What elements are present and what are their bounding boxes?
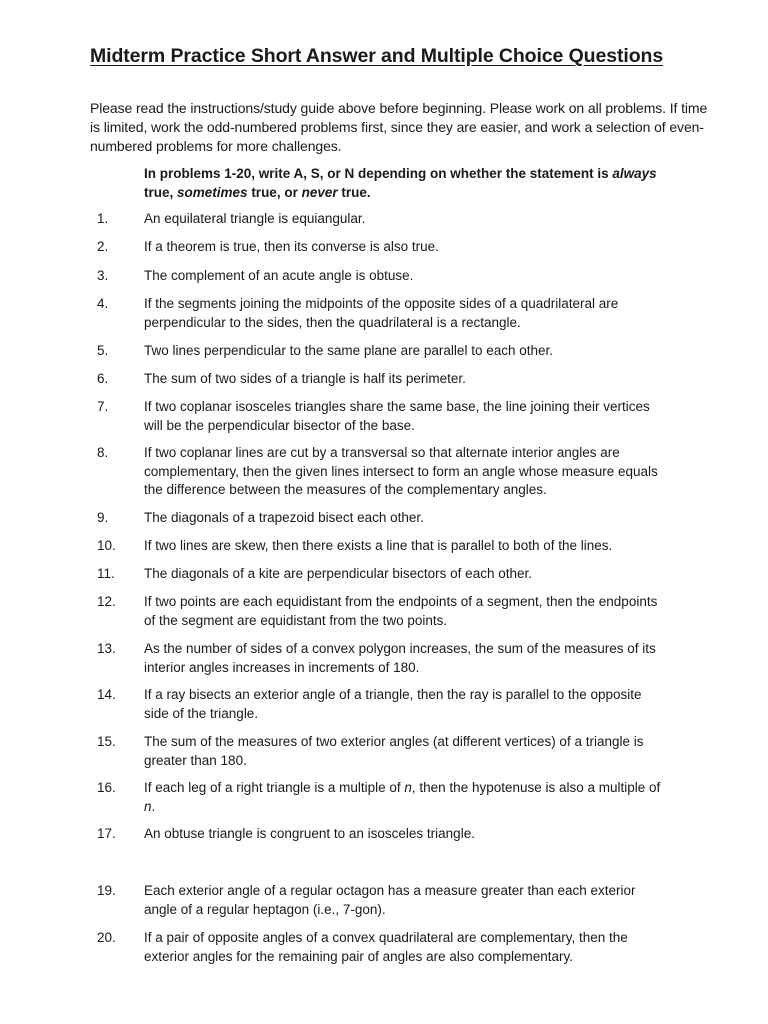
problem-number: 2. xyxy=(97,239,109,254)
instructions-text: true. xyxy=(337,185,371,200)
problem-text: If two points are each equidistant from the endpoints of a segment, then the endpoints of the segment are equidistant from the two points. xyxy=(144,594,658,628)
instructions-text: In problems 1-20, write A, S, or N depending on whether the statement is xyxy=(144,166,613,181)
problem-text: As the number of sides of a convex polygon increases, the sum of the measures of its interior angles increases in increments of 180. xyxy=(144,641,656,675)
problem-number: 8. xyxy=(97,445,109,460)
problem-number: 13. xyxy=(97,641,116,656)
problem-text: If a theorem is true, then its converse is also true. xyxy=(144,239,439,254)
problem-number: 16. xyxy=(97,780,116,795)
problem-text: If a ray bisects an exterior angle of a triangle, then the ray is parallel to the opposite side of the triangle. xyxy=(144,687,642,721)
problem-number: 1. xyxy=(97,211,109,226)
problem-text: The complement of an acute angle is obtuse. xyxy=(144,268,414,283)
problem-text-part: If each leg of a right triangle is a multiple of xyxy=(144,780,405,795)
variable-n: n xyxy=(404,780,412,795)
problem-text: If two coplanar isosceles triangles share the same base, the line joining their vertices will be the perpendicular bisector of the base. xyxy=(144,399,650,433)
problem-text: Each exterior angle of a regular octagon has a measure greater than each exterior angle of a regular heptagon (i.e., 7-gon). xyxy=(144,883,636,917)
instructions-text: true, xyxy=(144,185,178,200)
instructions-emphasis: always xyxy=(612,166,657,181)
problem-text: If two lines are skew, then there exists a line that is parallel to both of the lines. xyxy=(144,538,613,553)
problem-number: 9. xyxy=(97,510,109,525)
problem-text: The sum of two sides of a triangle is half its perimeter. xyxy=(144,371,466,386)
problem-text: If a pair of opposite angles of a convex quadrilateral are complementary, then the exterior angles for the remaining pair of angles are also complementary. xyxy=(144,930,628,964)
problem-text-part: . xyxy=(151,798,156,814)
problem-number: 4. xyxy=(97,296,109,311)
problem-text: An obtuse triangle is congruent to an isosceles triangle. xyxy=(144,826,475,841)
problem-number: 12. xyxy=(97,594,116,609)
instructions-paragraph xyxy=(144,164,664,202)
problem-text: If the segments joining the midpoints of the opposite sides of a quadrilateral are perpendicular to the sides, then the quadrilateral is a rectangle. xyxy=(144,296,619,330)
instructions-emphasis: never xyxy=(301,185,338,200)
problem-number: 19. xyxy=(97,883,116,898)
instructions-emphasis: sometimes xyxy=(177,185,248,200)
problem-number: 6. xyxy=(97,371,109,386)
intro-paragraph: Please read the instructions/study guide above before beginning. Please work on all problems. If time is limited, work the odd-numbered problems first, since they are easier, and work a selection of even-numbered problems for more challenges. xyxy=(90,100,708,154)
problem-text: If two coplanar lines are cut by a transversal so that alternate interior angles are complementary, then the given lines intersect to form an angle whose measure equals the difference between the measures of the complementary angles. xyxy=(144,445,658,497)
problem-text-part: , then the hypotenuse is also a multiple of xyxy=(411,780,661,795)
page-title: Midterm Practice Short Answer and Multiple Choice Questions xyxy=(90,45,664,67)
problem-number: 14. xyxy=(97,687,116,702)
variable-n: n xyxy=(144,798,152,814)
problem-text xyxy=(144,779,669,816)
problem-text: Two lines perpendicular to the same plane are parallel to each other. xyxy=(144,343,554,358)
problem-text: The sum of the measures of two exterior angles (at different vertices) of a triangle is greater than 180. xyxy=(144,734,644,768)
problem-number: 5. xyxy=(97,343,109,358)
problem-text: An equilateral triangle is equiangular. xyxy=(144,211,366,226)
problem-number: 10. xyxy=(97,538,116,553)
problem-number: 3. xyxy=(97,268,109,283)
problem-number: 11. xyxy=(97,566,115,581)
problem-number: 7. xyxy=(97,399,109,414)
problem-text: The diagonals of a kite are perpendicular bisectors of each other. xyxy=(144,566,532,581)
instructions-text: true, or xyxy=(247,185,302,200)
problem-number: 20. xyxy=(97,930,116,945)
problem-number: 17. xyxy=(97,826,116,841)
problem-text: The diagonals of a trapezoid bisect each other. xyxy=(144,510,424,525)
problem-number: 15. xyxy=(97,734,116,749)
